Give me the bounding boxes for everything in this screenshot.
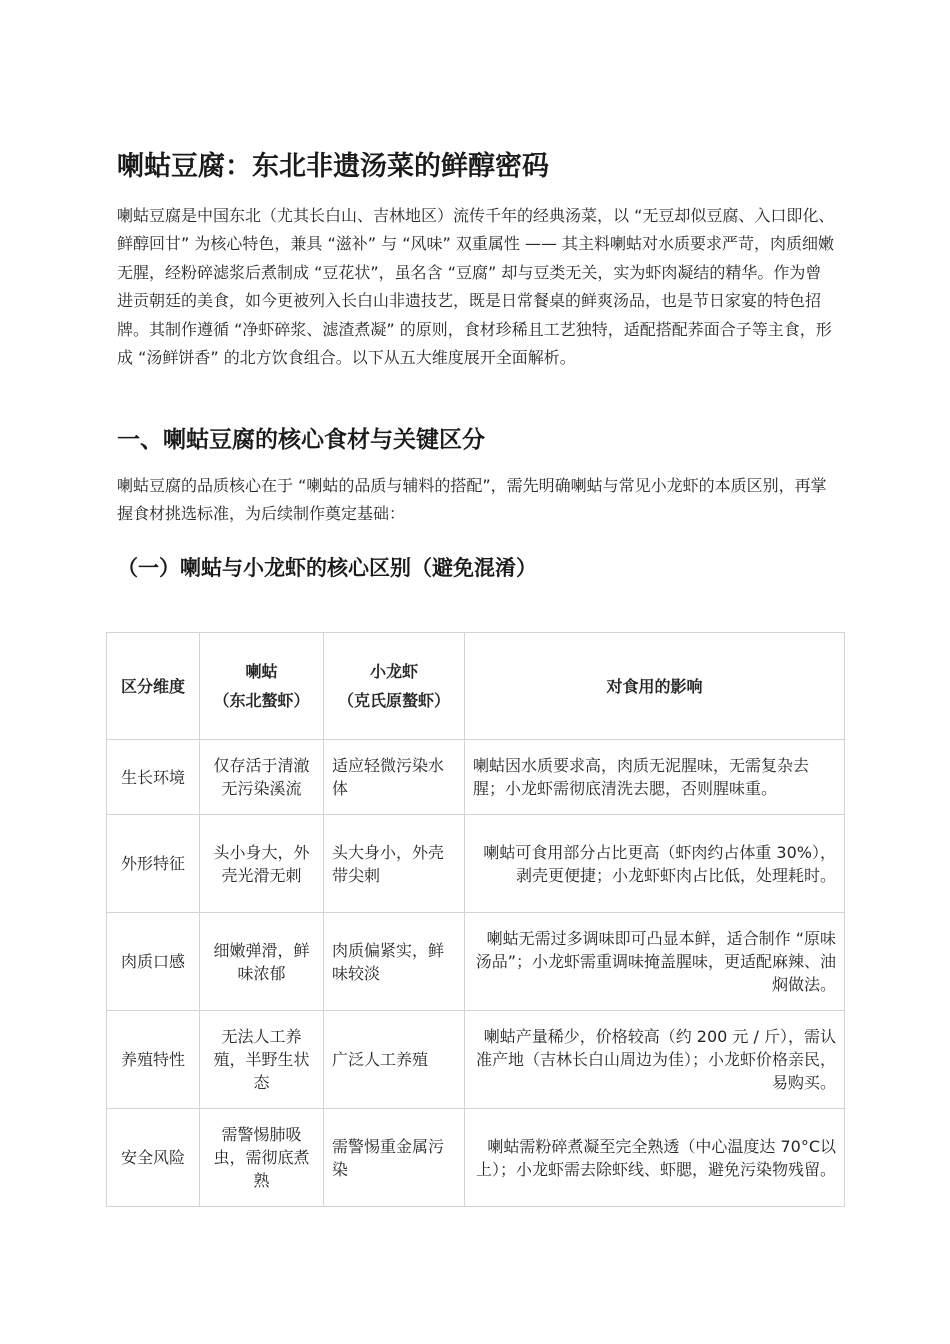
header-lagu xyxy=(200,633,324,740)
cell-crayfish: 需警惕重金属污染 xyxy=(324,1109,465,1207)
table-row xyxy=(107,1011,845,1109)
cell-impact: 喇蛄无需过多调味即可凸显本鲜，适合制作 “原味汤品”；小龙虾需重调味掩盖腥味，更适配麻辣、油焖做法。 xyxy=(465,913,845,1011)
subsection-heading: （一）喇蛄与小龙虾的核心区别（避免混淆） xyxy=(117,556,537,580)
table-row xyxy=(107,740,845,815)
section-heading: 一、喇蛄豆腐的核心食材与关键区分 xyxy=(117,427,485,453)
comparison-table xyxy=(106,632,845,1207)
cell-dimension: 安全风险 xyxy=(107,1109,200,1207)
cell-crayfish: 肉质偏紧实，鲜味较淡 xyxy=(324,913,465,1011)
section-intro-paragraph: 喇蛄豆腐的品质核心在于 “喇蛄的品质与辅料的搭配”，需先明确喇蛄与常见小龙虾的本质区别，再掌握食材挑选标准，为后续制作奠定基础： xyxy=(117,476,827,524)
cell-lagu: 需警惕肺吸虫，需彻底煮熟 xyxy=(200,1109,324,1207)
header-impact xyxy=(465,633,845,740)
cell-impact: 喇蛄可食用部分占比更高（虾肉约占体重 30%），剥壳更便捷；小龙虾虾肉占比低，处理耗时。 xyxy=(465,815,845,913)
cell-dimension: 养殖特性 xyxy=(107,1011,200,1109)
cell-crayfish: 头大身小，外壳带尖刺 xyxy=(324,815,465,913)
cell-lagu: 仅存活于清澈无污染溪流 xyxy=(200,740,324,815)
cell-lagu: 头小身大，外壳光滑无刺 xyxy=(200,815,324,913)
table-row xyxy=(107,1109,845,1207)
cell-crayfish: 适应轻微污染水体 xyxy=(324,740,465,815)
document-title: 喇蛄豆腐：东北非遗汤菜的鲜醇密码 xyxy=(117,151,549,182)
cell-dimension: 肉质口感 xyxy=(107,913,200,1011)
cell-lagu: 无法人工养殖，半野生状态 xyxy=(200,1011,324,1109)
cell-impact: 喇蛄产量稀少，价格较高（约 200 元 / 斤），需认准产地（吉林长白山周边为佳）；小龙虾价格亲民，易购买。 xyxy=(465,1011,845,1109)
table-header-row xyxy=(107,633,845,740)
header-impact-label: 对食用的影响 xyxy=(606,676,703,696)
cell-dimension: 生长环境 xyxy=(107,740,200,815)
cell-impact: 喇蛄因水质要求高，肉质无泥腥味，无需复杂去腥；小龙虾需彻底清洗去腮，否则腥味重。 xyxy=(465,740,845,815)
table-row xyxy=(107,913,845,1011)
cell-impact: 喇蛄需粉碎煮凝至完全熟透（中心温度达 70°C以上）；小龙虾需去除虾线、虾腮，避免污染物残留。 xyxy=(465,1109,845,1207)
header-crayfish-sublabel: （克氏原螯虾） xyxy=(337,691,450,710)
cell-crayfish: 广泛人工养殖 xyxy=(324,1011,465,1109)
header-lagu-sublabel: （东北螯虾） xyxy=(213,691,310,710)
cell-dimension: 外形特征 xyxy=(107,815,200,913)
header-lagu-label: 喇蛄 xyxy=(245,662,278,681)
header-crayfish-label: 小龙虾 xyxy=(369,662,418,681)
header-dimension-label: 区分维度 xyxy=(120,676,185,696)
intro-paragraph: 喇蛄豆腐是中国东北（尤其长白山、吉林地区）流传千年的经典汤菜，以 “无豆却似豆腐、入口即化、鲜醇回甘” 为核心特色，兼具 “滋补” 与 “风味” 双重属性 —— 其主料喇蛄对水质要求严苛，肉质细嫩无腥，经粉碎滤浆后煮制成 “豆花状”，虽名含 “豆腐” 却与豆类无关，实为虾肉凝结的精华。作为曾进贡朝廷的美食，如今更被列入长白山非遗技艺，既是日常餐桌的鲜爽汤品，也是节日家宴的特色招牌。其制作遵循 “净虾碎浆、滤渣煮凝” 的原则，食材珍稀且工艺独特，适配搭配荞面合子等主食，形成 “汤鲜饼香” 的北方饮食组合。以下从五大维度展开全面解析。 xyxy=(117,206,835,368)
table-row xyxy=(107,815,845,913)
header-crayfish xyxy=(324,633,465,740)
cell-lagu: 细嫩弹滑，鲜味浓郁 xyxy=(200,913,324,1011)
header-dimension xyxy=(107,633,200,740)
